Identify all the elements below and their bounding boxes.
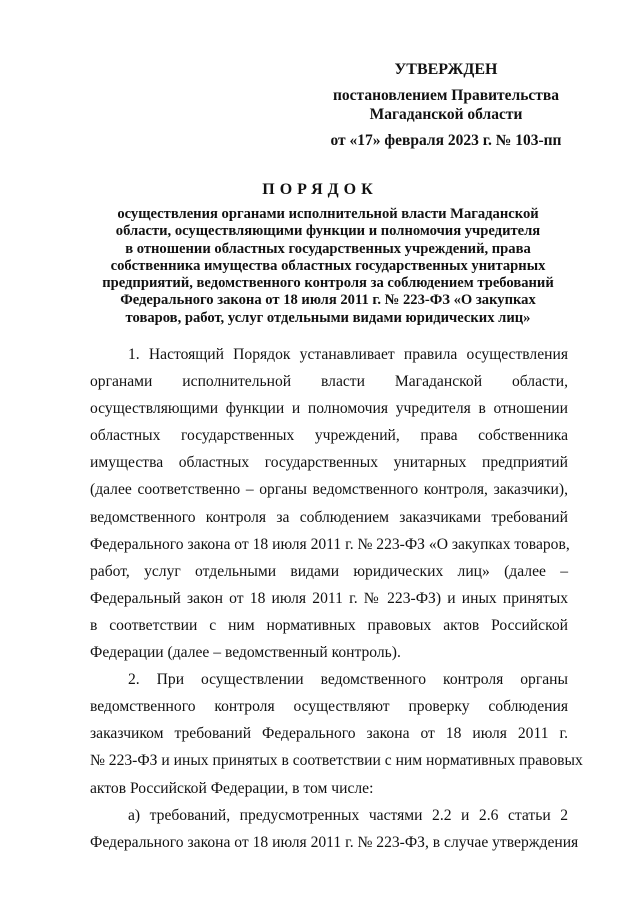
subtitle-line: области, осуществляющими функции и полномочия учредителя	[115, 223, 541, 240]
paragraph-line: заказчиком требований Федерального закона от 18 июля 2011 г.	[90, 725, 568, 743]
document-subtitle	[88, 206, 568, 327]
approval-line: Магаданской области	[369, 106, 523, 123]
paragraph-line: ведомственного контроля осуществляют проверку соблюдения	[90, 698, 568, 716]
paragraph-line: 2. При осуществлении ведомственного контроля органы	[128, 671, 568, 689]
paragraph-line: в соответствии с ним нормативных правовых актов Российской	[90, 616, 568, 634]
approval-date: от «17» февраля 2023 г. № 103-пп	[330, 131, 562, 149]
paragraph-line: областных государственных учреждений, права собственника	[90, 427, 568, 445]
paragraph-line: № 223-ФЗ и иных принятых в соответствии с ним нормативных правовых	[90, 752, 583, 770]
paragraph-line: органами исполнительной власти Магаданской области,	[90, 373, 568, 391]
paragraph-line: имущества областных государственных унитарных предприятий	[90, 454, 568, 472]
subtitle-line: в отношении областных государственных учреждений, права	[125, 240, 531, 257]
paragraph-line: а) требований, предусмотренных частями 2.2 и 2.6 статьи 2	[128, 806, 568, 824]
subtitle-line: Федерального закона от 18 июля 2011 г. № 223-ФЗ «О закупках	[120, 292, 536, 309]
subtitle-line: товаров, работ, услуг отдельными видами юридических лиц»	[125, 309, 531, 326]
subtitle-line: предприятий, ведомственного контроля за соблюдением требований	[102, 275, 554, 292]
approval-block	[326, 60, 566, 150]
paragraph-line: Федерального закона от 18 июля 2011 г. № 223-ФЗ «О закупках товаров,	[90, 535, 570, 553]
approval-line: постановлением Правительства	[332, 86, 560, 104]
paragraph-line: Федерального закона от 18 июля 2011 г. № 223-ФЗ, в случае утверждения	[90, 833, 579, 851]
paragraph-line: осуществляющими функции и полномочия учредителя в отношении	[90, 400, 568, 418]
approval-stamp: УТВЕРЖДЕН	[394, 61, 498, 78]
paragraph-line: работ, услуг отдельными видами юридических лиц» (далее –	[90, 562, 568, 580]
document-body	[90, 341, 583, 856]
subtitle-line: собственника имущества областных государственных унитарных	[110, 257, 546, 274]
paragraph-line: (далее соответственно – органы ведомственного контроля, заказчики),	[90, 481, 568, 499]
document-title: ПОРЯДОК	[262, 181, 378, 198]
paragraph-line: Федерации (далее – ведомственный контроль).	[90, 644, 401, 662]
paragraph-line: 1. Настоящий Порядок устанавливает правила осуществления	[128, 346, 568, 363]
paragraph-line: ведомственного контроля за соблюдением заказчиками требований	[90, 508, 568, 526]
paragraph-line: Федеральный закон от 18 июля 2011 г. № 223-ФЗ) и иных принятых	[90, 589, 568, 607]
paragraph-line: актов Российской Федерации, в том числе:	[90, 779, 374, 797]
subtitle-line: осуществления органами исполнительной власти Магаданской	[117, 206, 539, 222]
